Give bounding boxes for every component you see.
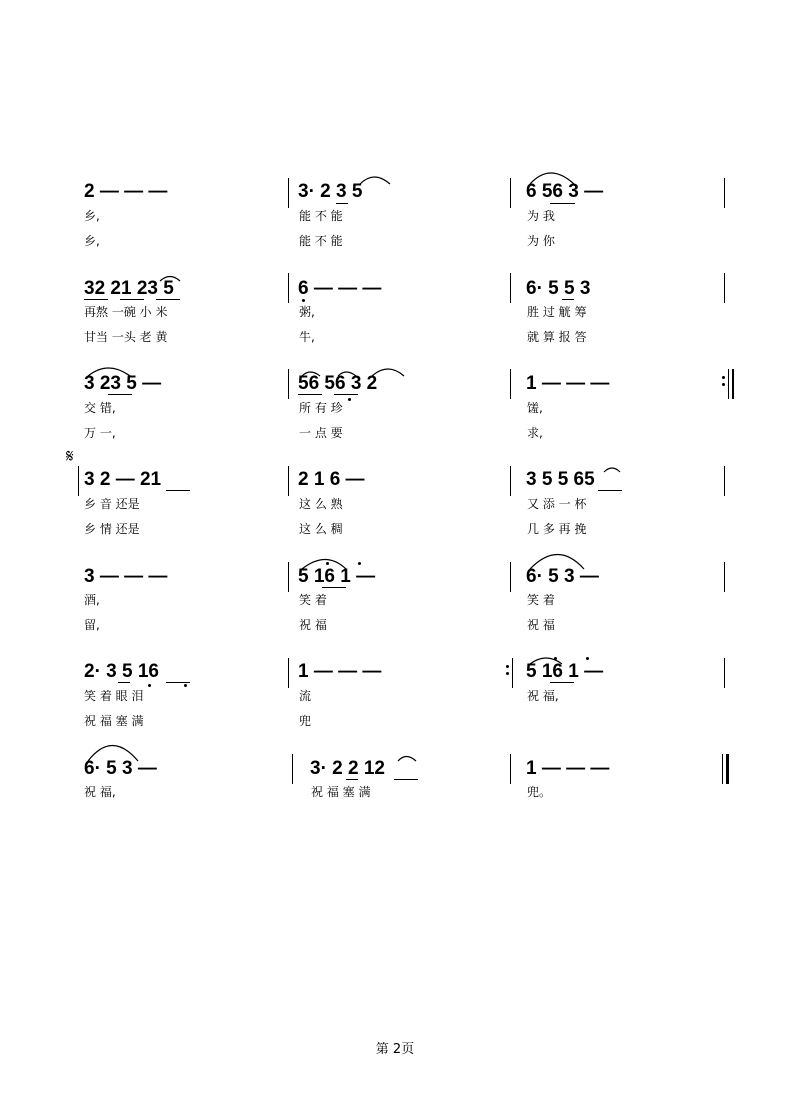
segno-icon: 𝄋	[66, 446, 74, 467]
measure-notes: 3 2 — 21	[84, 469, 162, 490]
lyric-line-1: 为 我	[527, 209, 555, 223]
measure-notes: 2 — — —	[84, 181, 168, 202]
lyric-line-1: 笑 着	[299, 593, 327, 607]
measure-notes: 3 23 5 —	[84, 373, 162, 394]
lyric-line-1: 祝 福,	[84, 785, 116, 799]
lyric-line-1: 兜。	[527, 785, 552, 799]
lyric-line-2: 牛,	[299, 330, 315, 344]
slur	[398, 757, 416, 762]
lyric-line-2: 甘当 一头 老 黄	[84, 330, 168, 344]
measure-notes: 2 1 6 —	[298, 469, 365, 490]
slur	[302, 560, 346, 570]
lyric-line-1: 笑 着	[527, 593, 555, 607]
lyric-line-1: 祝 福 塞 满	[311, 785, 371, 799]
measure-notes: 1 — — —	[298, 661, 382, 682]
slur	[530, 555, 584, 570]
measure-notes: 3 5 5 65	[526, 469, 595, 490]
lyric-line-1: 这 么 熟	[299, 497, 343, 511]
lyric-line-1: 酒,	[84, 593, 100, 607]
lyric-line-2: 几 多 再 挽	[527, 522, 587, 536]
lyric-line-1: 乡,	[84, 209, 100, 223]
lyric-line-2: 万 一,	[84, 426, 116, 440]
measure-notes: 32 21 23 5	[84, 278, 174, 299]
measure-notes: 6· 5 3 —	[84, 758, 157, 779]
measure-notes: 1 — — —	[526, 758, 610, 779]
slur	[604, 468, 620, 472]
slur	[372, 369, 404, 376]
lyric-line-1: 粥,	[299, 305, 315, 319]
measure-notes: 5 16 1 —	[298, 566, 376, 587]
lyric-line-2: 这 么 稠	[299, 522, 343, 536]
page-number: 第 2页	[375, 1042, 415, 1057]
lyric-line-2: 一 点 要	[299, 426, 343, 440]
measure-notes: 1 — — —	[526, 373, 610, 394]
slur	[88, 746, 138, 762]
lyric-line-1: 再熬 一碗 小 米	[84, 305, 168, 319]
lyric-line-1: 胜 过 觥 筹	[527, 305, 587, 319]
lyric-line-1: 乡 音 还是	[84, 497, 140, 511]
measure-notes: 3· 2 2 12	[310, 758, 385, 779]
lyric-line-1: 祝 福,	[527, 689, 559, 703]
measure-notes: 6· 5 5 3	[526, 278, 591, 299]
lyric-line-1: 交 错,	[84, 401, 116, 415]
measure-notes: 6 56 3 —	[526, 181, 604, 202]
measure-notes: 56 56 3 2	[298, 373, 378, 394]
lyric-line-2: 能 不 能	[299, 234, 343, 248]
lyric-line-2: 祝 福	[299, 618, 327, 632]
lyric-line-2: 乡,	[84, 234, 100, 248]
measure-notes: 6 — — —	[298, 278, 382, 299]
lyric-line-1: 能 不 能	[299, 209, 343, 223]
lyric-line-2: 留,	[84, 618, 100, 632]
lyric-line-1: 笑 着 眼 泪	[84, 689, 144, 703]
measure-notes: 2· 3 5 16	[84, 661, 159, 682]
lyric-line-2: 就 算 报 答	[527, 330, 587, 344]
measure-notes: 5 16 1 —	[526, 661, 604, 682]
measure-notes: 6· 5 3 —	[526, 566, 599, 587]
lyric-line-1: 又 添 一 杯	[527, 497, 587, 511]
lyric-line-2: 祝 福 塞 满	[84, 714, 144, 728]
slur	[530, 173, 574, 184]
slur	[88, 368, 130, 376]
measure-notes: 3 — — —	[84, 566, 168, 587]
slur	[160, 277, 180, 282]
slur	[302, 372, 320, 376]
lyric-line-2: 乡 情 还是	[84, 522, 140, 536]
lyric-line-2: 求,	[527, 426, 543, 440]
lyric-line-2: 祝 福	[527, 618, 555, 632]
measure-notes: 3· 2 3 5	[298, 181, 363, 202]
lyric-line-1: 流	[299, 689, 312, 703]
lyric-line-2: 为 你	[527, 234, 555, 248]
slur	[338, 372, 356, 376]
lyric-line-1: 所 有 珍	[299, 401, 343, 415]
slur	[530, 658, 562, 664]
lyric-line-1: 馐,	[527, 401, 543, 415]
slur	[360, 177, 390, 184]
lyric-line-2: 兜	[299, 714, 312, 728]
